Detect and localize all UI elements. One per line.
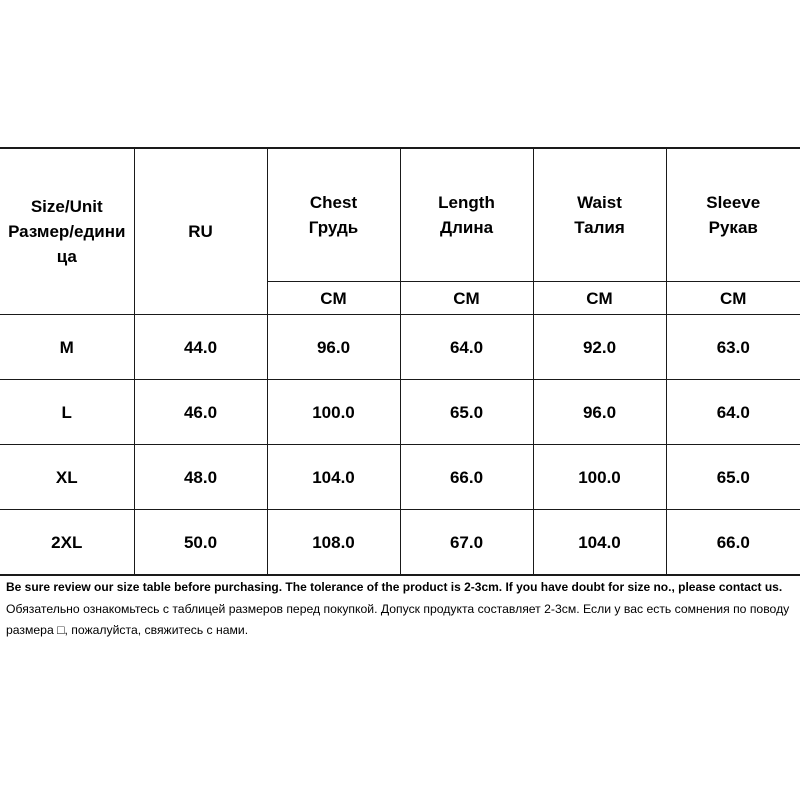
header-length xyxy=(400,148,533,282)
header-sleeve xyxy=(666,148,800,282)
cell-ru: 46.0 xyxy=(134,380,267,445)
header-waist-ru: Талия xyxy=(574,218,625,237)
header-chest xyxy=(267,148,400,282)
table-row xyxy=(0,315,800,380)
cell-size: XL xyxy=(0,445,134,510)
size-chart-table xyxy=(0,147,800,576)
cell-sleeve: 63.0 xyxy=(666,315,800,380)
cell-length: 65.0 xyxy=(400,380,533,445)
cell-chest: 100.0 xyxy=(267,380,400,445)
cell-waist: 92.0 xyxy=(533,315,666,380)
header-waist-en: Waist xyxy=(577,193,622,212)
cell-size: 2XL xyxy=(0,510,134,576)
header-row xyxy=(0,148,800,282)
cell-ru: 48.0 xyxy=(134,445,267,510)
note-russian-line2: размера □, пожалуйста, свяжитесь с нами. xyxy=(6,623,249,637)
cell-waist: 96.0 xyxy=(533,380,666,445)
header-length-ru: Длина xyxy=(439,218,494,237)
cell-size: M xyxy=(0,315,134,380)
cell-waist: 100.0 xyxy=(533,445,666,510)
cell-length: 67.0 xyxy=(400,510,533,576)
header-sleeve-ru: Рукав xyxy=(708,218,758,237)
header-chest-ru: Грудь xyxy=(308,218,359,237)
unit-sleeve: CM xyxy=(666,282,800,315)
header-ru-label: RU xyxy=(188,222,213,241)
unit-length: CM xyxy=(400,282,533,315)
cell-sleeve: 66.0 xyxy=(666,510,800,576)
cell-chest: 96.0 xyxy=(267,315,400,380)
cell-sleeve: 65.0 xyxy=(666,445,800,510)
cell-ru: 50.0 xyxy=(134,510,267,576)
cell-ru: 44.0 xyxy=(134,315,267,380)
table-row xyxy=(0,510,800,576)
header-chest-en: Chest xyxy=(309,193,358,212)
unit-chest: CM xyxy=(267,282,400,315)
cell-length: 66.0 xyxy=(400,445,533,510)
header-size-unit xyxy=(0,148,134,315)
header-size-unit-ru: Размер/едини xyxy=(8,222,126,241)
header-ru xyxy=(134,148,267,315)
cell-sleeve: 64.0 xyxy=(666,380,800,445)
cell-chest: 108.0 xyxy=(267,510,400,576)
header-sleeve-en: Sleeve xyxy=(706,193,761,212)
table-row xyxy=(0,380,800,445)
header-size-unit-en: Size/Unit xyxy=(30,197,103,216)
header-length-en: Length xyxy=(438,193,495,212)
header-waist xyxy=(533,148,666,282)
table-row xyxy=(0,445,800,510)
cell-length: 64.0 xyxy=(400,315,533,380)
note-russian-line1: Обязательно ознакомьтесь с таблицей размеров перед покупкой. Допуск продукта составляет 2-3см. Если у вас есть сомнения по поводу xyxy=(6,601,790,616)
unit-waist: CM xyxy=(533,282,666,315)
cell-waist: 104.0 xyxy=(533,510,666,576)
header-size-unit-ru-cont: ца xyxy=(56,247,77,266)
size-notes xyxy=(6,577,798,642)
cell-size: L xyxy=(0,380,134,445)
note-english: Be sure review our size table before purchasing. The tolerance of the product is 2-3cm. If you have doubt for size no., please contact us. xyxy=(6,580,783,594)
cell-chest: 104.0 xyxy=(267,445,400,510)
